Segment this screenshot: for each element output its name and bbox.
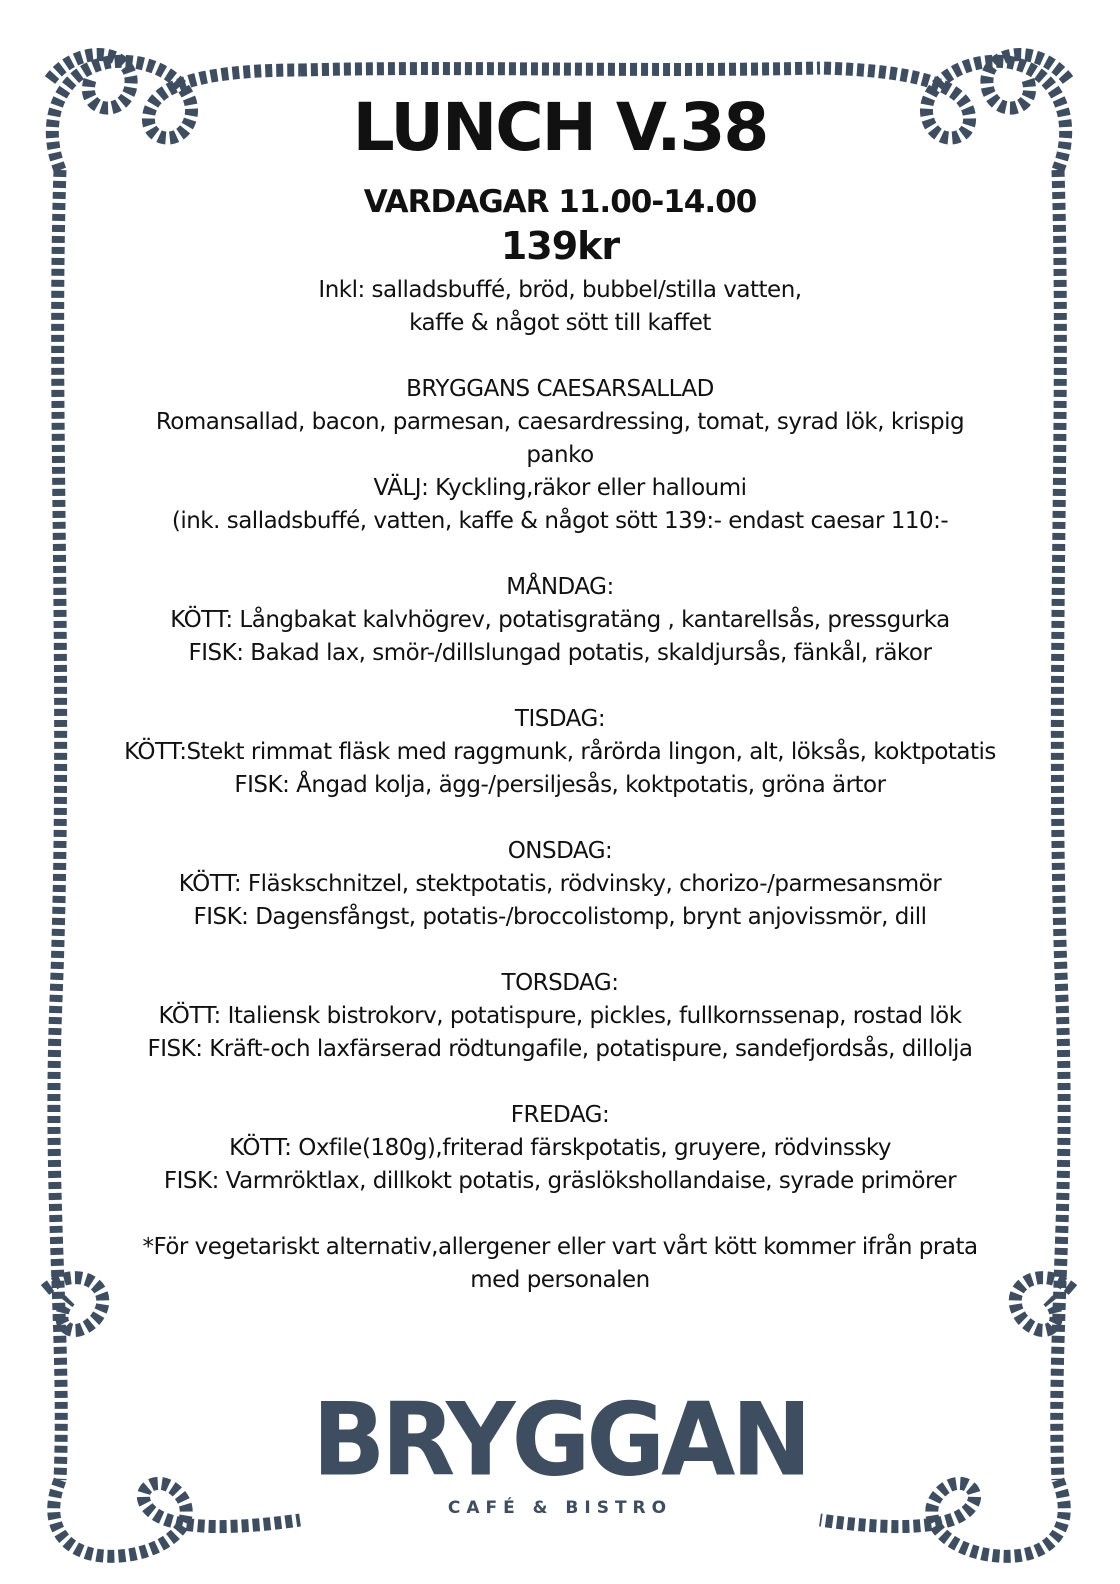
day-heading: TORSDAG: [501, 970, 619, 996]
menu-content [110, 88, 1010, 1297]
lunch-price: 139kr [500, 224, 620, 268]
day-heading: TISDAG: [514, 706, 606, 732]
caesar-line: VÄLJ: Kyckling,räkor eller halloumi [373, 475, 747, 501]
logo-wordmark: BRYGGAN [312, 1381, 808, 1499]
meat-dish: KÖTT:Stekt rimmat fläsk med raggmunk, rårörda lingon, alt, löksås, koktpotatis [124, 739, 996, 765]
footnote [110, 1231, 1010, 1297]
caesar-section [110, 373, 1010, 538]
fish-dish: FISK: Ångad kolja, ägg-/persiljesås, koktpotatis, gröna ärtor [234, 772, 886, 798]
day-section-wednesday [110, 835, 1010, 934]
menu-title: LUNCH V.38 [352, 89, 768, 166]
bryggan-logo [260, 1381, 860, 1518]
caesar-heading: BRYGGANS CAESARSALLAD [406, 376, 714, 402]
day-heading: FREDAG: [510, 1102, 610, 1128]
day-section-tuesday [110, 703, 1010, 802]
caesar-line: panko [526, 442, 594, 468]
opening-hours: VARDAGAR 11.00-14.00 [363, 184, 757, 220]
day-section-monday [110, 571, 1010, 670]
footnote-line: med personalen [470, 1267, 650, 1293]
includes-block [110, 274, 1010, 340]
meat-dish: KÖTT: Italiensk bistrokorv, potatispure, pickles, fullkornssenap, rostad lök [158, 1003, 962, 1029]
day-section-thursday [110, 967, 1010, 1066]
rope-segment [300, 68, 820, 70]
meat-dish: KÖTT: Oxfile(180g),friterad färskpotatis, gruyere, rödvinssky [229, 1135, 891, 1161]
fish-dish: FISK: Kräft-och laxfärserad rödtungafile, potatispure, sandefjordsås, dillolja [147, 1036, 973, 1062]
day-section-friday [110, 1099, 1010, 1198]
fish-dish: FISK: Varmröktlax, dillkokt potatis, gräslökshollandaise, syrade primörer [163, 1168, 957, 1194]
day-heading: MÅNDAG: [506, 574, 614, 600]
meat-dish: KÖTT: Långbakat kalvhögrev, potatisgratäng , kantarellsås, pressgurka [170, 607, 950, 633]
logo-tagline: CAFÉ & BISTRO [447, 1498, 673, 1518]
fish-dish: FISK: Bakad lax, smör-/dillslungad potatis, skaldjursås, fänkål, räkor [188, 640, 932, 666]
includes-line: Inkl: salladsbuffé, bröd, bubbel/stilla vatten, [318, 277, 802, 303]
footnote-line: *För vegetariskt alternativ,allergener eller vart vårt kött kommer ifrån prata [142, 1234, 978, 1260]
caesar-line: Romansallad, bacon, parmesan, caesardressing, tomat, syrad lök, krispig [155, 409, 965, 435]
fish-dish: FISK: Dagensfångst, potatis-/broccolistomp, brynt anjovissmör, dill [193, 904, 927, 930]
meat-dish: KÖTT: Fläskschnitzel, stektpotatis, rödvinsky, chorizo-/parmesansmör [178, 871, 942, 897]
day-heading: ONSDAG: [507, 838, 613, 864]
caesar-line: (ink. salladsbuffé, vatten, kaffe & något sött 139:- endast caesar 110:- [171, 508, 949, 534]
includes-line: kaffe & något sött till kaffet [409, 310, 711, 336]
